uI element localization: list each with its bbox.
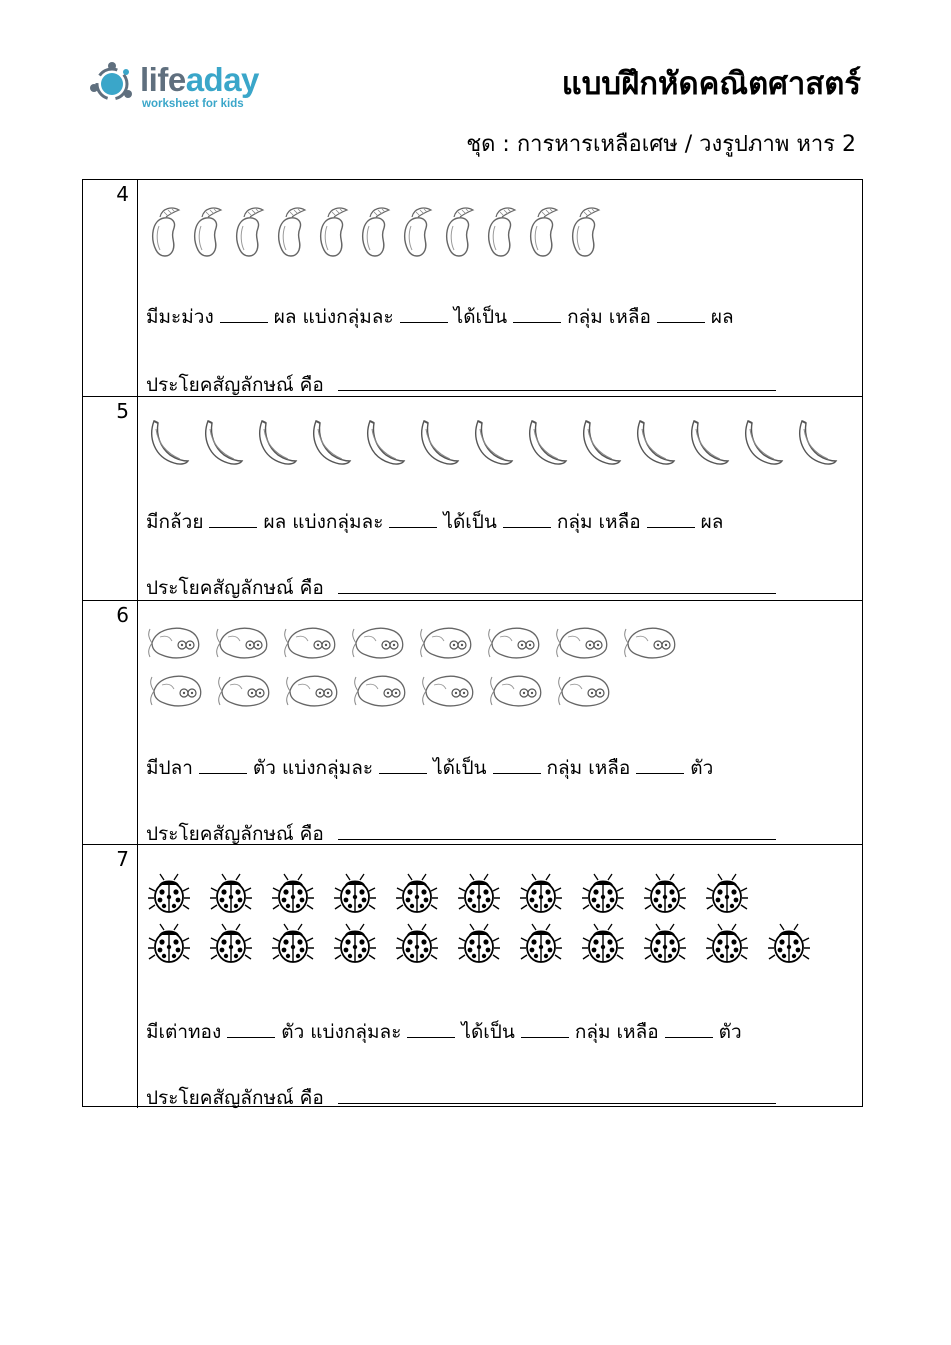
- ladybug-icon: [580, 921, 626, 967]
- number-cell: [83, 601, 138, 844]
- ladybug-icon: [270, 921, 316, 967]
- ladybug-icon: [146, 921, 192, 967]
- number-cell: [83, 397, 138, 600]
- answer-blank-total[interactable]: [199, 754, 247, 774]
- answer-blank-remainder[interactable]: [636, 754, 684, 774]
- problem-number: 4: [116, 182, 129, 206]
- mango-icon: [398, 204, 436, 260]
- mango-icon: [188, 204, 226, 260]
- banana-icon: [416, 417, 462, 469]
- logo-tagline: worksheet for kids: [142, 98, 244, 110]
- answer-blank-remainder[interactable]: [647, 508, 695, 528]
- ladybug-icon: [208, 871, 254, 917]
- answer-blank-groups[interactable]: [513, 303, 561, 323]
- problem-content: [138, 845, 862, 1108]
- banana-icon: [578, 417, 624, 469]
- fish-icon: [214, 621, 272, 663]
- answer-blank-group-size[interactable]: [389, 508, 437, 528]
- banana-icon: [794, 417, 840, 469]
- mango-icon: [356, 204, 394, 260]
- ladybug-icon: [456, 871, 502, 917]
- ladybug-icon: [642, 871, 688, 917]
- fish-icon: [148, 669, 206, 711]
- question-sentence: มีมะม่วง ผล แบ่งกลุ่มละ ได้เป็น กลุ่ม เหลือ ผล: [146, 302, 734, 332]
- ladybug-icon: [580, 871, 626, 917]
- question-sentence: มีปลา ตัว แบ่งกลุ่มละ ได้เป็น กลุ่ม เหลือ ตัว: [146, 753, 713, 783]
- logo-molecule-icon: [88, 60, 136, 108]
- problem-row-6: [83, 601, 862, 845]
- fish-icon: [350, 621, 408, 663]
- banana-icon: [146, 417, 192, 469]
- equation-line: ประโยคสัญลักษณ์ คือ: [146, 1083, 776, 1113]
- logo-wordmark: lifeaday: [140, 61, 259, 98]
- ladybug-icon: [704, 921, 750, 967]
- answer-blank-group-size[interactable]: [400, 303, 448, 323]
- question-sentence: มีเต่าทอง ตัว แบ่งกลุ่มละ ได้เป็น กลุ่ม เหลือ ตัว: [146, 1017, 742, 1047]
- ladybug-icon: [766, 921, 812, 967]
- mango-icon: [146, 204, 184, 260]
- mango-icon: [272, 204, 310, 260]
- equation-answer-blank[interactable]: [338, 574, 776, 594]
- fish-icon: [282, 621, 340, 663]
- ladybug-icon: [456, 921, 502, 967]
- ladybug-icon: [518, 871, 564, 917]
- fish-icon: [554, 621, 612, 663]
- banana-icon: [200, 417, 246, 469]
- banana-icon: [686, 417, 732, 469]
- question-sentence: มีกล้วย ผล แบ่งกลุ่มละ ได้เป็น กลุ่ม เหลือ ผล: [146, 507, 723, 537]
- answer-blank-groups[interactable]: [503, 508, 551, 528]
- equation-line: ประโยคสัญลักษณ์ คือ: [146, 819, 776, 849]
- number-cell: [83, 180, 138, 396]
- fish-icon: [556, 669, 614, 711]
- equation-line: ประโยคสัญลักษณ์ คือ: [146, 573, 776, 603]
- mango-icon: [230, 204, 268, 260]
- problem-number: 5: [116, 399, 129, 423]
- fish-icon: [216, 669, 274, 711]
- banana-icon: [362, 417, 408, 469]
- problem-content: [138, 397, 862, 600]
- banana-icon: [470, 417, 516, 469]
- fish-icon: [486, 621, 544, 663]
- number-cell: [83, 845, 138, 1108]
- problem-content: [138, 601, 862, 844]
- answer-blank-remainder[interactable]: [657, 303, 705, 323]
- logo: [88, 58, 288, 118]
- page-title: แบบฝึกหัดคณิตศาสตร์: [561, 66, 861, 102]
- fish-icon: [622, 621, 680, 663]
- equation-answer-blank[interactable]: [338, 371, 776, 391]
- ladybug-icon: [518, 921, 564, 967]
- banana-icon: [308, 417, 354, 469]
- answer-blank-total[interactable]: [227, 1018, 275, 1038]
- mango-picture-group: [146, 204, 766, 266]
- equation-answer-blank[interactable]: [338, 820, 776, 840]
- answer-blank-group-size[interactable]: [407, 1018, 455, 1038]
- banana-icon: [632, 417, 678, 469]
- fish-icon: [352, 669, 410, 711]
- problem-content: [138, 180, 862, 396]
- problem-number: 7: [116, 847, 129, 871]
- problem-number: 6: [116, 603, 129, 627]
- ladybug-icon: [394, 871, 440, 917]
- answer-blank-total[interactable]: [220, 303, 268, 323]
- mango-icon: [440, 204, 478, 260]
- ladybug-icon: [394, 921, 440, 967]
- fish-icon: [418, 621, 476, 663]
- mango-icon: [566, 204, 604, 260]
- answer-blank-group-size[interactable]: [379, 754, 427, 774]
- ladybug-icon: [332, 871, 378, 917]
- ladybug-picture-group: [146, 871, 816, 971]
- banana-picture-group: [146, 417, 826, 469]
- answer-blank-groups[interactable]: [493, 754, 541, 774]
- ladybug-icon: [208, 921, 254, 967]
- banana-icon: [254, 417, 300, 469]
- page-subtitle: ชุด : การหารเหลือเศษ / วงรูปภาพ หาร 2: [466, 132, 856, 157]
- answer-blank-groups[interactable]: [521, 1018, 569, 1038]
- ladybug-icon: [270, 871, 316, 917]
- problem-row-7: [83, 845, 862, 1108]
- answer-blank-remainder[interactable]: [665, 1018, 713, 1038]
- mango-icon: [524, 204, 562, 260]
- ladybug-icon: [704, 871, 750, 917]
- answer-blank-total[interactable]: [209, 508, 257, 528]
- banana-icon: [740, 417, 786, 469]
- ladybug-icon: [332, 921, 378, 967]
- mango-icon: [314, 204, 352, 260]
- equation-answer-blank[interactable]: [338, 1084, 776, 1104]
- fish-icon: [284, 669, 342, 711]
- banana-icon: [524, 417, 570, 469]
- ladybug-icon: [146, 871, 192, 917]
- mango-icon: [482, 204, 520, 260]
- problem-row-4: [83, 180, 862, 397]
- worksheet-table: [82, 179, 863, 1107]
- fish-icon: [146, 621, 204, 663]
- fish-icon: [420, 669, 478, 711]
- fish-picture-group: [146, 621, 706, 713]
- problem-row-5: [83, 397, 862, 601]
- ladybug-icon: [642, 921, 688, 967]
- fish-icon: [488, 669, 546, 711]
- equation-line: ประโยคสัญลักษณ์ คือ: [146, 370, 776, 400]
